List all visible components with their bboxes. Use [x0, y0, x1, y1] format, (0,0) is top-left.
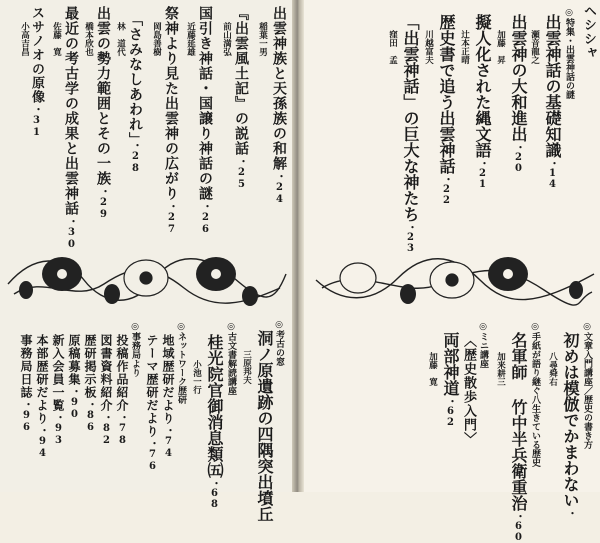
header-fragment: ヘシシャ [581, 4, 596, 60]
toc-author: 川越富夫 [423, 30, 434, 64]
toc-title[interactable]: 両部神道・62 [441, 332, 460, 428]
toc-title[interactable]: 歴史書で追う出雲神話・22 [437, 14, 456, 206]
section-header: ◎手紙が語り継ぐ八生きている歴史 [530, 322, 540, 467]
book-gutter [292, 0, 304, 492]
toc-title[interactable]: テーマ歴研だより・76 [145, 334, 159, 473]
toc-title[interactable]: スサノオの原像・31 [29, 6, 44, 139]
toc-title[interactable]: 本部歴研だより・94 [35, 334, 49, 460]
toc-title[interactable]: 擬人化された縄文語・21 [473, 14, 492, 190]
toc-title[interactable]: 原稿募集・90 [67, 334, 81, 421]
toc-title[interactable]: 「さみなしあわれ」・28 [127, 12, 143, 175]
toc-title[interactable]: 洞ノ原遺跡の四隅突出墳丘 [255, 330, 274, 522]
toc-title[interactable]: 「出雲神話」の巨大な神たち・23 [401, 14, 420, 254]
toc-author: 小池一行 [191, 360, 202, 394]
toc-title[interactable]: 出雲神族と天孫族の和解・24 [271, 6, 287, 206]
toc-author: 加来耕三 [495, 352, 506, 386]
section-header: ◎事務局より [130, 322, 140, 377]
section-header: ◎ネットワーク歴研 [176, 322, 186, 404]
toc-title[interactable]: 出雲神の大和進出・20 [509, 14, 528, 174]
toc-author: 林 道代 [115, 22, 126, 56]
toc-title[interactable]: 『出雲風土記』の説話・25 [233, 6, 249, 191]
toc-author: 橋本欣也 [83, 22, 94, 56]
toc-author: 岡島善樹 [151, 22, 162, 56]
toc-author: 辻本正晴 [459, 30, 470, 64]
toc-title[interactable]: 歴研掲示板・86 [83, 334, 97, 434]
section-header: ◎考古の窓 [274, 320, 284, 366]
toc-title[interactable]: 新入会員一覧・93 [51, 334, 65, 447]
toc-title[interactable]: 桂光院官御消息類㈤・68 [205, 334, 224, 510]
toc-title[interactable]: 図書資料紹介・82 [99, 334, 113, 447]
toc-author: 佐藤 寛 [51, 22, 62, 56]
section-header: ◎特集・出雲神話の謎 [564, 8, 574, 99]
toc-author: 前山満弘 [221, 22, 232, 56]
toc-title[interactable]: 出雲神話の基礎知識・14 [543, 14, 562, 190]
section-header: ◎文章入門講座／歴史の書き方 [582, 322, 592, 449]
toc-author: 近藤延雄 [185, 22, 196, 56]
toc-title[interactable]: 事務局日誌・96 [19, 334, 33, 434]
toc-title[interactable]: 最近の考古学の成果と出雲神話・30 [63, 6, 79, 251]
section-header: ◎ミニ講座 [478, 322, 488, 368]
toc-title[interactable]: 出雲の勢力範囲とその一族・29 [95, 6, 111, 221]
toc-subtitle: 〈歴史散歩入門〉 [461, 334, 476, 446]
floral-ornament-left [4, 244, 290, 316]
toc-title[interactable]: 地域歴研だより・74 [161, 334, 175, 460]
toc-title[interactable]: 名軍師 竹中半兵衛重治・60 [509, 332, 528, 543]
floral-ornament-right [312, 244, 598, 316]
toc-author: 瀬音龍之 [529, 30, 540, 64]
toc-author: 八尋舜右 [547, 352, 558, 386]
section-header: ◎古文書解読講座 [226, 322, 236, 395]
toc-author: 加藤 昇 [495, 30, 506, 64]
toc-author: 加藤 寛 [427, 352, 438, 386]
toc-title[interactable]: 投稿作品紹介・78 [115, 334, 129, 447]
toc-author: 窪田 孟 [387, 30, 398, 64]
toc-title[interactable]: 初めは模倣でかまわない・ [561, 332, 580, 518]
toc-title[interactable]: 国引き神話・国譲り神話の謎・26 [197, 6, 213, 236]
toc-title[interactable]: 祭神より見た出雲神の広がり・27 [163, 6, 179, 236]
toc-author: 三原邦夫 [241, 350, 252, 384]
toc-author: 小高吉昌 [19, 22, 30, 56]
toc-author: 稲葉一男 [257, 22, 268, 56]
